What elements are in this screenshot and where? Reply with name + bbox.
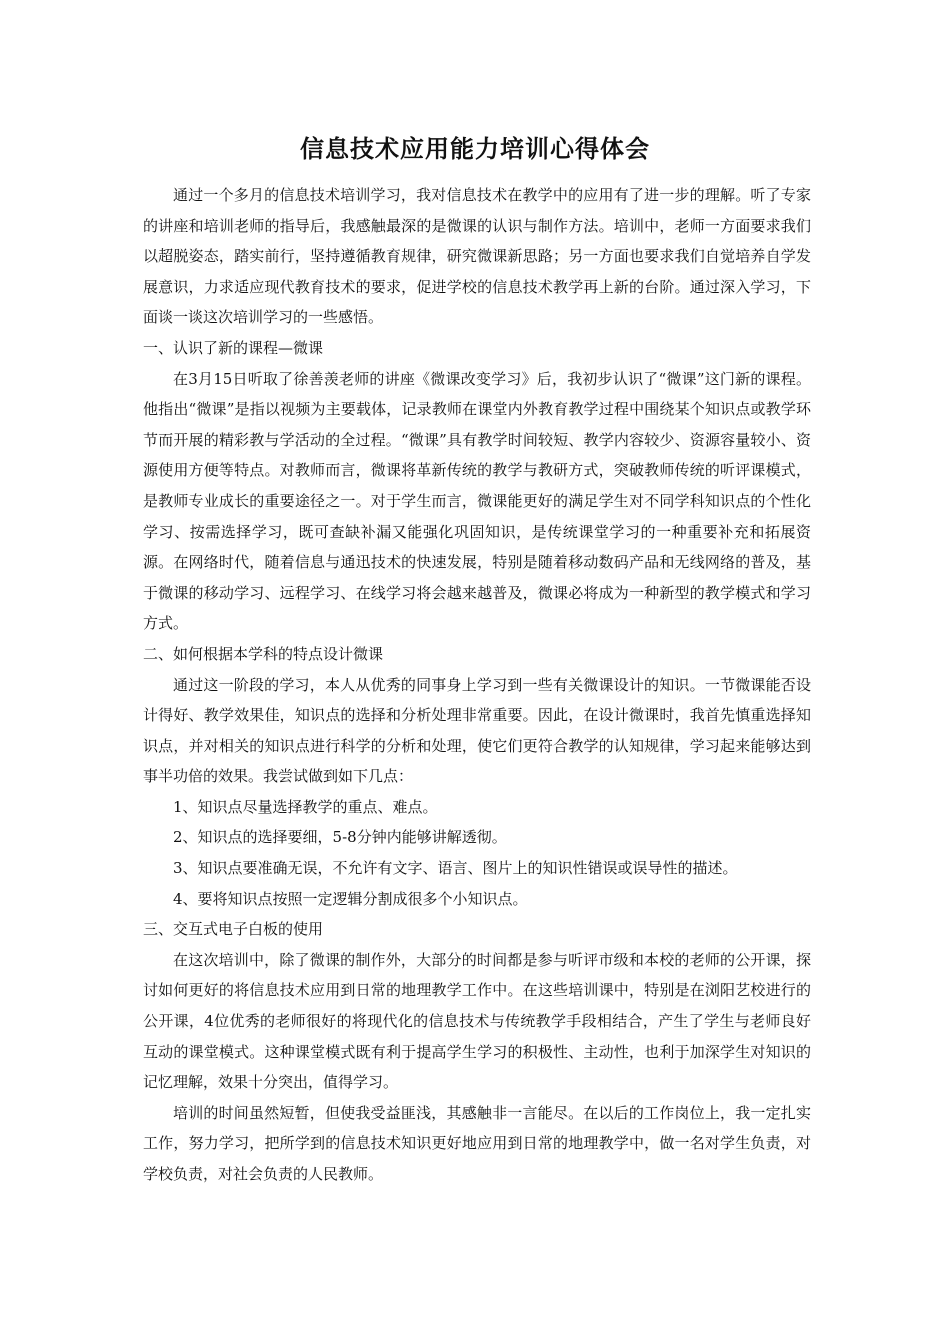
document-title: 信息技术应用能力培训心得体会 xyxy=(300,135,650,163)
intro-paragraph: 通过一个多月的信息技术培训学习，我对信息技术在教学中的应用有了进一步的理解。听了专家的讲座和培训老师的指导后，我感触最深的是微课的认识与制作方法。培训中，老师一方面要求我们以超脱姿态，踏实前行，坚持遵循教育规律，研究微课新思路；另一方面也要求我们自觉培养自学发展意识，力求适应现代教育技术的要求，促进学校的信息技术教学再上新的台阶。通过深入学习，下面谈一谈这次培训学习的一些感悟。 xyxy=(143,186,811,327)
section-heading-1: 一、认识了新的课程—微课 xyxy=(143,338,324,357)
section-heading-3: 三、交互式电子白板的使用 xyxy=(143,920,324,939)
section-3-paragraph: 在这次培训中，除了微课的制作外，大部分的时间都是参与听评市级和本校的老师的公开课，探讨如何更好的将信息技术应用到日常的地理教学工作中。在这些培训课中，特别是在浏阳艺校进行的公开课，4位优秀的老师很好的将现代化的信息技术与传统教学手段相结合，产生了学生与老师良好互动的课堂模式。这种课堂模式既有利于提高学生学习的积极性、主动性，也利于加深学生对知识的记忆理解，效果十分突出，值得学习。 xyxy=(143,950,811,1092)
section-1-paragraph: 在3月15日听取了徐善羡老师的讲座《微课改变学习》后，我初步认识了“微课”这门新的课程。他指出“微课”是指以视频为主要载体，记录教师在课堂内外教育教学过程中围绕某个知识点或教学环节而开展的精彩教与学活动的全过程。“微课”具有教学时间较短、教学内容较少、资源容量较小、资源使用方便等特点。对教师而言，微课将革新传统的教学与教研方式，突破教师传统的听评课模式，是教师专业成长的重要途径之一。对于学生而言，微课能更好的满足学生对不同学科知识点的个性化学习、按需选择学习，既可查缺补漏又能强化巩固知识，是传统课堂学习的一种重要补充和拓展资源。在网络时代，随着信息与通迅技术的快速发展，特别是随着移动数码产品和无线网络的普及，基于微课的移动学习、远程学习、在线学习将会越来越普及，微课必将成为一种新型的教学模式和学习方式。 xyxy=(143,369,811,633)
list-item: 4、要将知识点按照一定逻辑分割成很多个小知识点。 xyxy=(173,889,528,908)
section-heading-2: 二、如何根据本学科的特点设计微课 xyxy=(143,644,384,663)
document-body xyxy=(143,180,811,1190)
conclusion-paragraph: 培训的时间虽然短暂，但使我受益匪浅，其感触非一言能尽。在以后的工作岗位上，我一定扎实工作，努力学习，把所学到的信息技术知识更好地应用到日常的地理教学中，做一名对学生负责，对学校负责，对社会负责的人民教师。 xyxy=(143,1103,811,1183)
list-item: 2、知识点的选择要细，5-8分钟内能够讲解透彻。 xyxy=(173,828,507,847)
list-item: 1、知识点尽量选择教学的重点、难点。 xyxy=(173,797,438,816)
list-item: 3、知识点要准确无误，不允许有文字、语言、图片上的知识性错误或误导性的描述。 xyxy=(173,859,738,878)
section-2-paragraph: 通过这一阶段的学习，本人从优秀的同事身上学习到一些有关微课设计的知识。一节微课能否设计得好、教学效果佳，知识点的选择和分析处理非常重要。因此，在设计微课时，我首先慎重选择知识点，并对相关的知识点进行科学的分析和处理，使它们更符合教学的认知规律，学习起来能够达到事半功倍的效果。我尝试做到如下几点： xyxy=(143,675,811,786)
